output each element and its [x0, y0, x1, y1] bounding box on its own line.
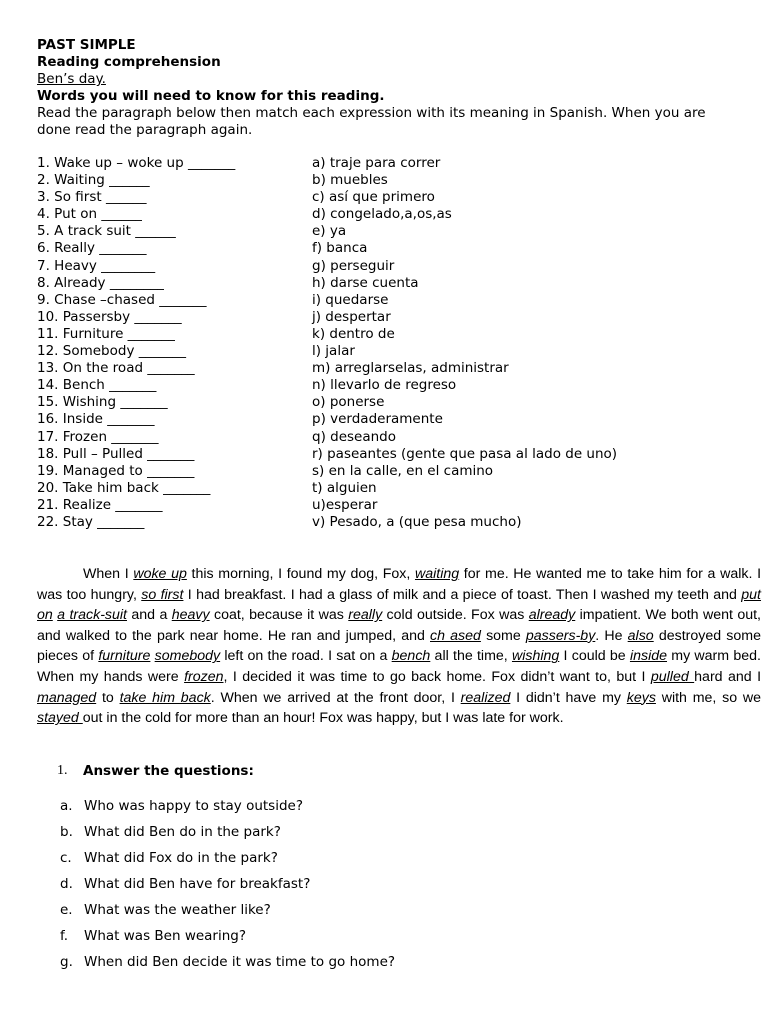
- vocab-meaning: r) paseantes (gente que pasa al lado de uno): [312, 445, 618, 462]
- vocab-expression: 1. Wake up – woke up _______: [37, 155, 236, 171]
- vocab-expression: 6. Really _______: [37, 240, 147, 257]
- keyword: already: [528, 607, 576, 624]
- question-text: When did Ben decide it was time to go home?: [84, 953, 396, 970]
- keyword: inside: [629, 648, 668, 665]
- vocab-expression: 22. Stay _______: [37, 513, 145, 530]
- vocab-expression: 8. Already ________: [37, 274, 164, 291]
- vocabulary-expressions: [37, 155, 312, 531]
- keyword: frozen: [184, 669, 224, 686]
- vocab-meaning: f) banca: [312, 240, 368, 257]
- vocab-expression: 13. On the road _______: [37, 360, 195, 377]
- vocab-meaning: g) perseguir: [312, 257, 395, 274]
- vocab-meaning: m) arreglarselas, administrar: [312, 360, 509, 377]
- vocab-meaning: q) deseando: [312, 428, 396, 445]
- keyword: realized: [460, 689, 511, 706]
- vocab-meaning: e) ya: [312, 223, 347, 240]
- vocab-heading: Words you will need to know for this reading.: [37, 88, 385, 104]
- vocab-expression: 15. Wishing _______: [37, 394, 168, 411]
- question-letter: g.: [60, 953, 73, 970]
- question-text: What was the weather like?: [84, 901, 271, 918]
- question-text: Who was happy to stay outside?: [84, 797, 303, 814]
- vocab-meaning: h) darse cuenta: [312, 274, 419, 291]
- keyword: also: [627, 627, 654, 644]
- vocab-meaning: v) Pesado, a (que pesa mucho): [312, 513, 522, 530]
- vocabulary-meanings: [312, 155, 737, 531]
- question-item: [60, 793, 737, 819]
- keyword: bench: [391, 648, 431, 665]
- keyword: somebody: [154, 648, 221, 665]
- question-letter: a.: [60, 797, 73, 814]
- keyword: stayed: [37, 710, 83, 727]
- vocab-meaning: k) dentro de: [312, 325, 395, 342]
- page-title: PAST SIMPLE: [37, 37, 136, 53]
- vocab-meaning: j) despertar: [312, 308, 391, 325]
- vocab-meaning: d) congelado,a,os,as: [312, 206, 452, 223]
- vocab-expression: 14. Bench _______: [37, 377, 157, 394]
- vocab-expression: 16. Inside _______: [37, 411, 155, 428]
- keyword: passers-by: [525, 627, 596, 644]
- question-letter: d.: [60, 875, 73, 892]
- vocab-meaning: a) traje para correr: [312, 155, 441, 171]
- questions-title: Answer the questions:: [83, 762, 254, 779]
- question-text: What did Ben have for breakfast?: [84, 875, 311, 892]
- question-letter: e.: [60, 901, 73, 918]
- instructions: Read the paragraph below then match each expression with its meaning in Spanish. When you are done read the paragraph again.: [37, 105, 706, 138]
- keyword: ch ased: [430, 627, 481, 644]
- vocab-expression: 20. Take him back _______: [37, 479, 211, 496]
- vocab-meaning: o) ponerse: [312, 394, 385, 411]
- vocab-meaning: s) en la calle, en el camino: [312, 462, 494, 479]
- vocab-expression: 21. Realize _______: [37, 496, 163, 513]
- vocab-meaning: t) alguien: [312, 479, 377, 496]
- keyword: a track-suit: [57, 607, 127, 624]
- question-text: What was Ben wearing?: [84, 927, 247, 944]
- vocab-meaning: l) jalar: [312, 343, 355, 360]
- vocab-expression: 9. Chase –chased _______: [37, 291, 207, 308]
- question-letter: c.: [60, 849, 72, 866]
- keyword: put on: [37, 586, 762, 624]
- question-item: [60, 949, 737, 975]
- vocab-expression: 10. Passersby _______: [37, 308, 182, 325]
- worksheet: [37, 37, 762, 975]
- question-item: [60, 845, 737, 871]
- reading-paragraph: When I woke up this morning, I found my dog, Fox, waiting for me. He wanted me to take him for a walk. I was too hungry, so first I had breakfast. I had a glass of milk and a piece of toast. Then I washed my teeth and put on a track-suit and a heavy coat, because it was really cold outside. Fox was already impatient. We both went out, and walked to the park near home. He ran and jumped, and ch ased some passers-by. He also destroyed some pieces of furniture somebody left on the road. I sat on a bench all the time, wishing I could be inside my warm bed. When my hands were frozen, I decided it was time to go back home. Fox didn’t want to, but I pulled hard and I managed to take him back. When we arrived at the front door, I realized I didn’t have my keys with me, so we stayed out in the cold for more than an hour! Fox was happy, but I was late for work.: [37, 566, 762, 727]
- question-item: [60, 819, 737, 845]
- vocab-expression: 7. Heavy ________: [37, 257, 156, 274]
- question-item: [60, 923, 737, 949]
- question-letter: f.: [60, 927, 69, 944]
- vocab-expression: 11. Furniture _______: [37, 325, 175, 342]
- vocab-expression: 3. So first ______: [37, 189, 147, 206]
- vocab-meaning: c) así que primero: [312, 189, 435, 206]
- vocab-expression: 4. Put on ______: [37, 206, 142, 223]
- questions-number: 1.: [57, 762, 68, 778]
- keyword: keys: [626, 689, 656, 706]
- vocab-expression: 12. Somebody _______: [37, 343, 186, 360]
- keyword: pulled: [650, 669, 695, 686]
- keyword: furniture: [98, 648, 151, 665]
- questions-heading: [57, 763, 737, 779]
- keyword: take him back: [119, 689, 211, 706]
- questions-list: [60, 793, 737, 975]
- vocab-expression: 2. Waiting ______: [37, 172, 150, 189]
- question-item: [60, 871, 737, 897]
- question-text: What did Fox do in the park?: [84, 849, 278, 866]
- keyword: managed: [37, 689, 97, 706]
- vocab-meaning: p) verdaderamente: [312, 411, 443, 428]
- keyword: waiting: [414, 566, 460, 583]
- vocab-meaning: b) muebles: [312, 172, 388, 189]
- vocab-expression: 17. Frozen _______: [37, 428, 159, 445]
- question-letter: b.: [60, 823, 73, 840]
- vocab-expression: 19. Managed to _______: [37, 462, 195, 479]
- keyword: wishing: [511, 648, 560, 665]
- vocab-meaning: u)esperar: [312, 496, 378, 513]
- vocab-meaning: n) llevarlo de regreso: [312, 377, 457, 394]
- keyword: woke up: [133, 566, 187, 583]
- keyword: really: [348, 607, 383, 624]
- story-title: Ben’s day.: [37, 71, 106, 87]
- vocabulary-table: [37, 155, 737, 531]
- vocab-expression: 18. Pull – Pulled _______: [37, 445, 195, 462]
- vocab-meaning: i) quedarse: [312, 291, 389, 308]
- vocab-expression: 5. A track suit ______: [37, 223, 176, 240]
- page-subtitle: Reading comprehension: [37, 54, 221, 70]
- keyword: so first: [141, 586, 184, 603]
- question-item: [60, 897, 737, 923]
- keyword: heavy: [171, 607, 210, 624]
- question-text: What did Ben do in the park?: [84, 823, 281, 840]
